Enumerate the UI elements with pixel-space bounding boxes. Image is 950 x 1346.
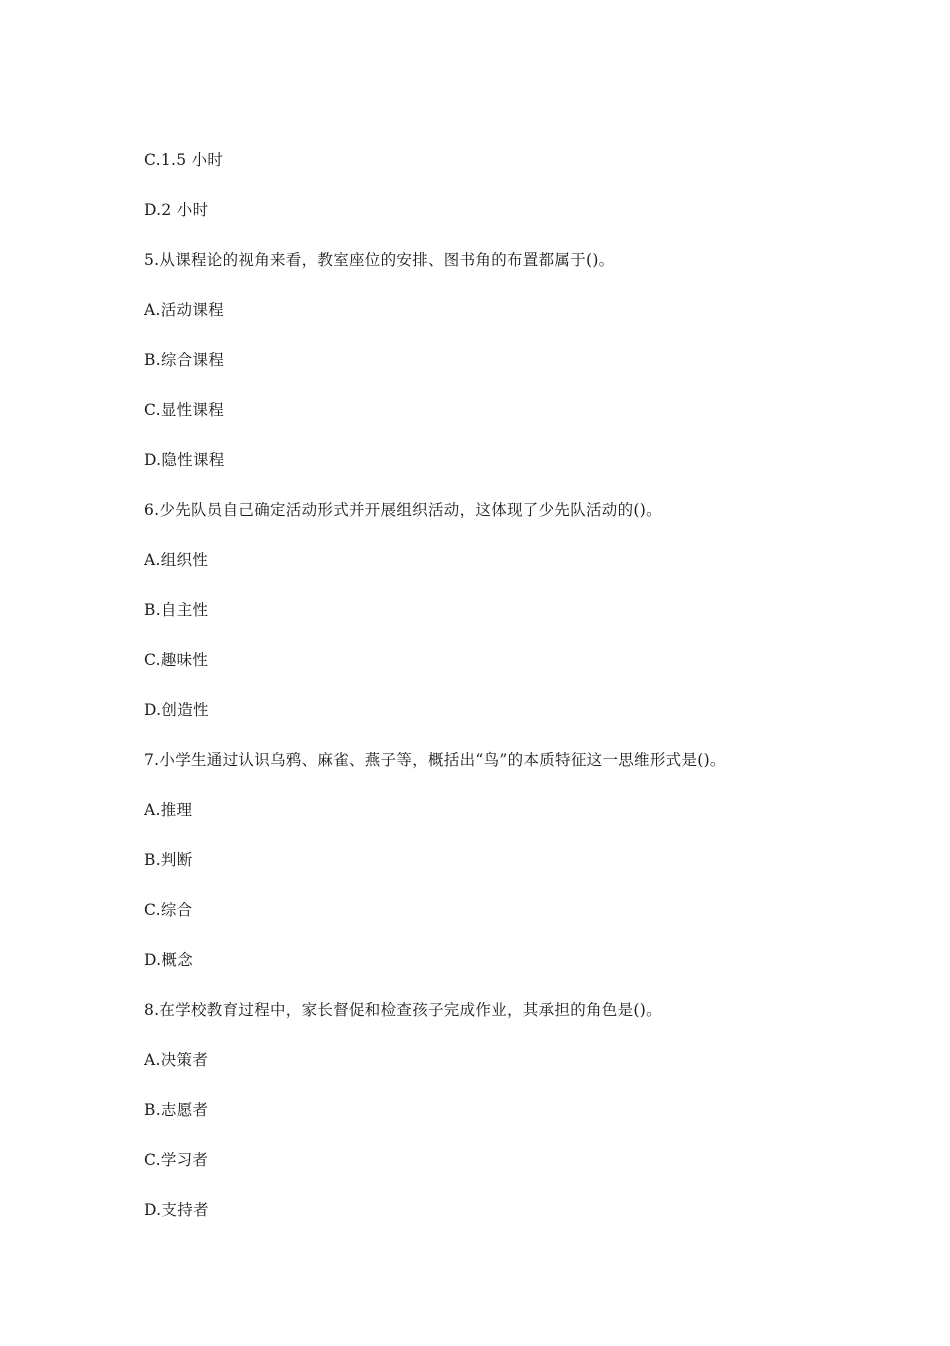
question-5: 5.从课程论的视角来看，教室座位的安排、图书角的布置都属于()。 [144, 251, 615, 269]
option-b-q8: B.志愿者 [144, 1101, 209, 1119]
option-d-q6: D.创造性 [144, 701, 209, 719]
option-d-q4: D.2 小时 [144, 201, 209, 219]
option-b-q7: B.判断 [144, 851, 193, 869]
option-a-q8: A.决策者 [144, 1051, 209, 1069]
option-d-q8: D.支持者 [144, 1201, 209, 1219]
question-8: 8.在学校教育过程中，家长督促和检查孩子完成作业，其承担的角色是()。 [144, 1001, 662, 1019]
option-a-q6: A.组织性 [144, 551, 209, 569]
option-c-q7: C.综合 [144, 901, 193, 919]
option-d-q5: D.隐性课程 [144, 451, 225, 469]
option-c-q4: C.1.5 小时 [144, 151, 224, 169]
option-c-q6: C.趣味性 [144, 651, 209, 669]
option-a-q7: A.推理 [144, 801, 193, 819]
option-c-q8: C.学习者 [144, 1151, 209, 1169]
option-b-q6: B.自主性 [144, 601, 209, 619]
question-6: 6.少先队员自己确定活动形式并开展组织活动，这体现了少先队活动的()。 [144, 501, 662, 519]
option-b-q5: B.综合课程 [144, 351, 225, 369]
option-c-q5: C.显性课程 [144, 401, 225, 419]
option-a-q5: A.活动课程 [144, 301, 224, 319]
question-7: 7.小学生通过认识乌鸦、麻雀、燕子等，概括出“鸟”的本质特征这一思维形式是()。 [144, 751, 726, 769]
option-d-q7: D.概念 [144, 951, 194, 969]
